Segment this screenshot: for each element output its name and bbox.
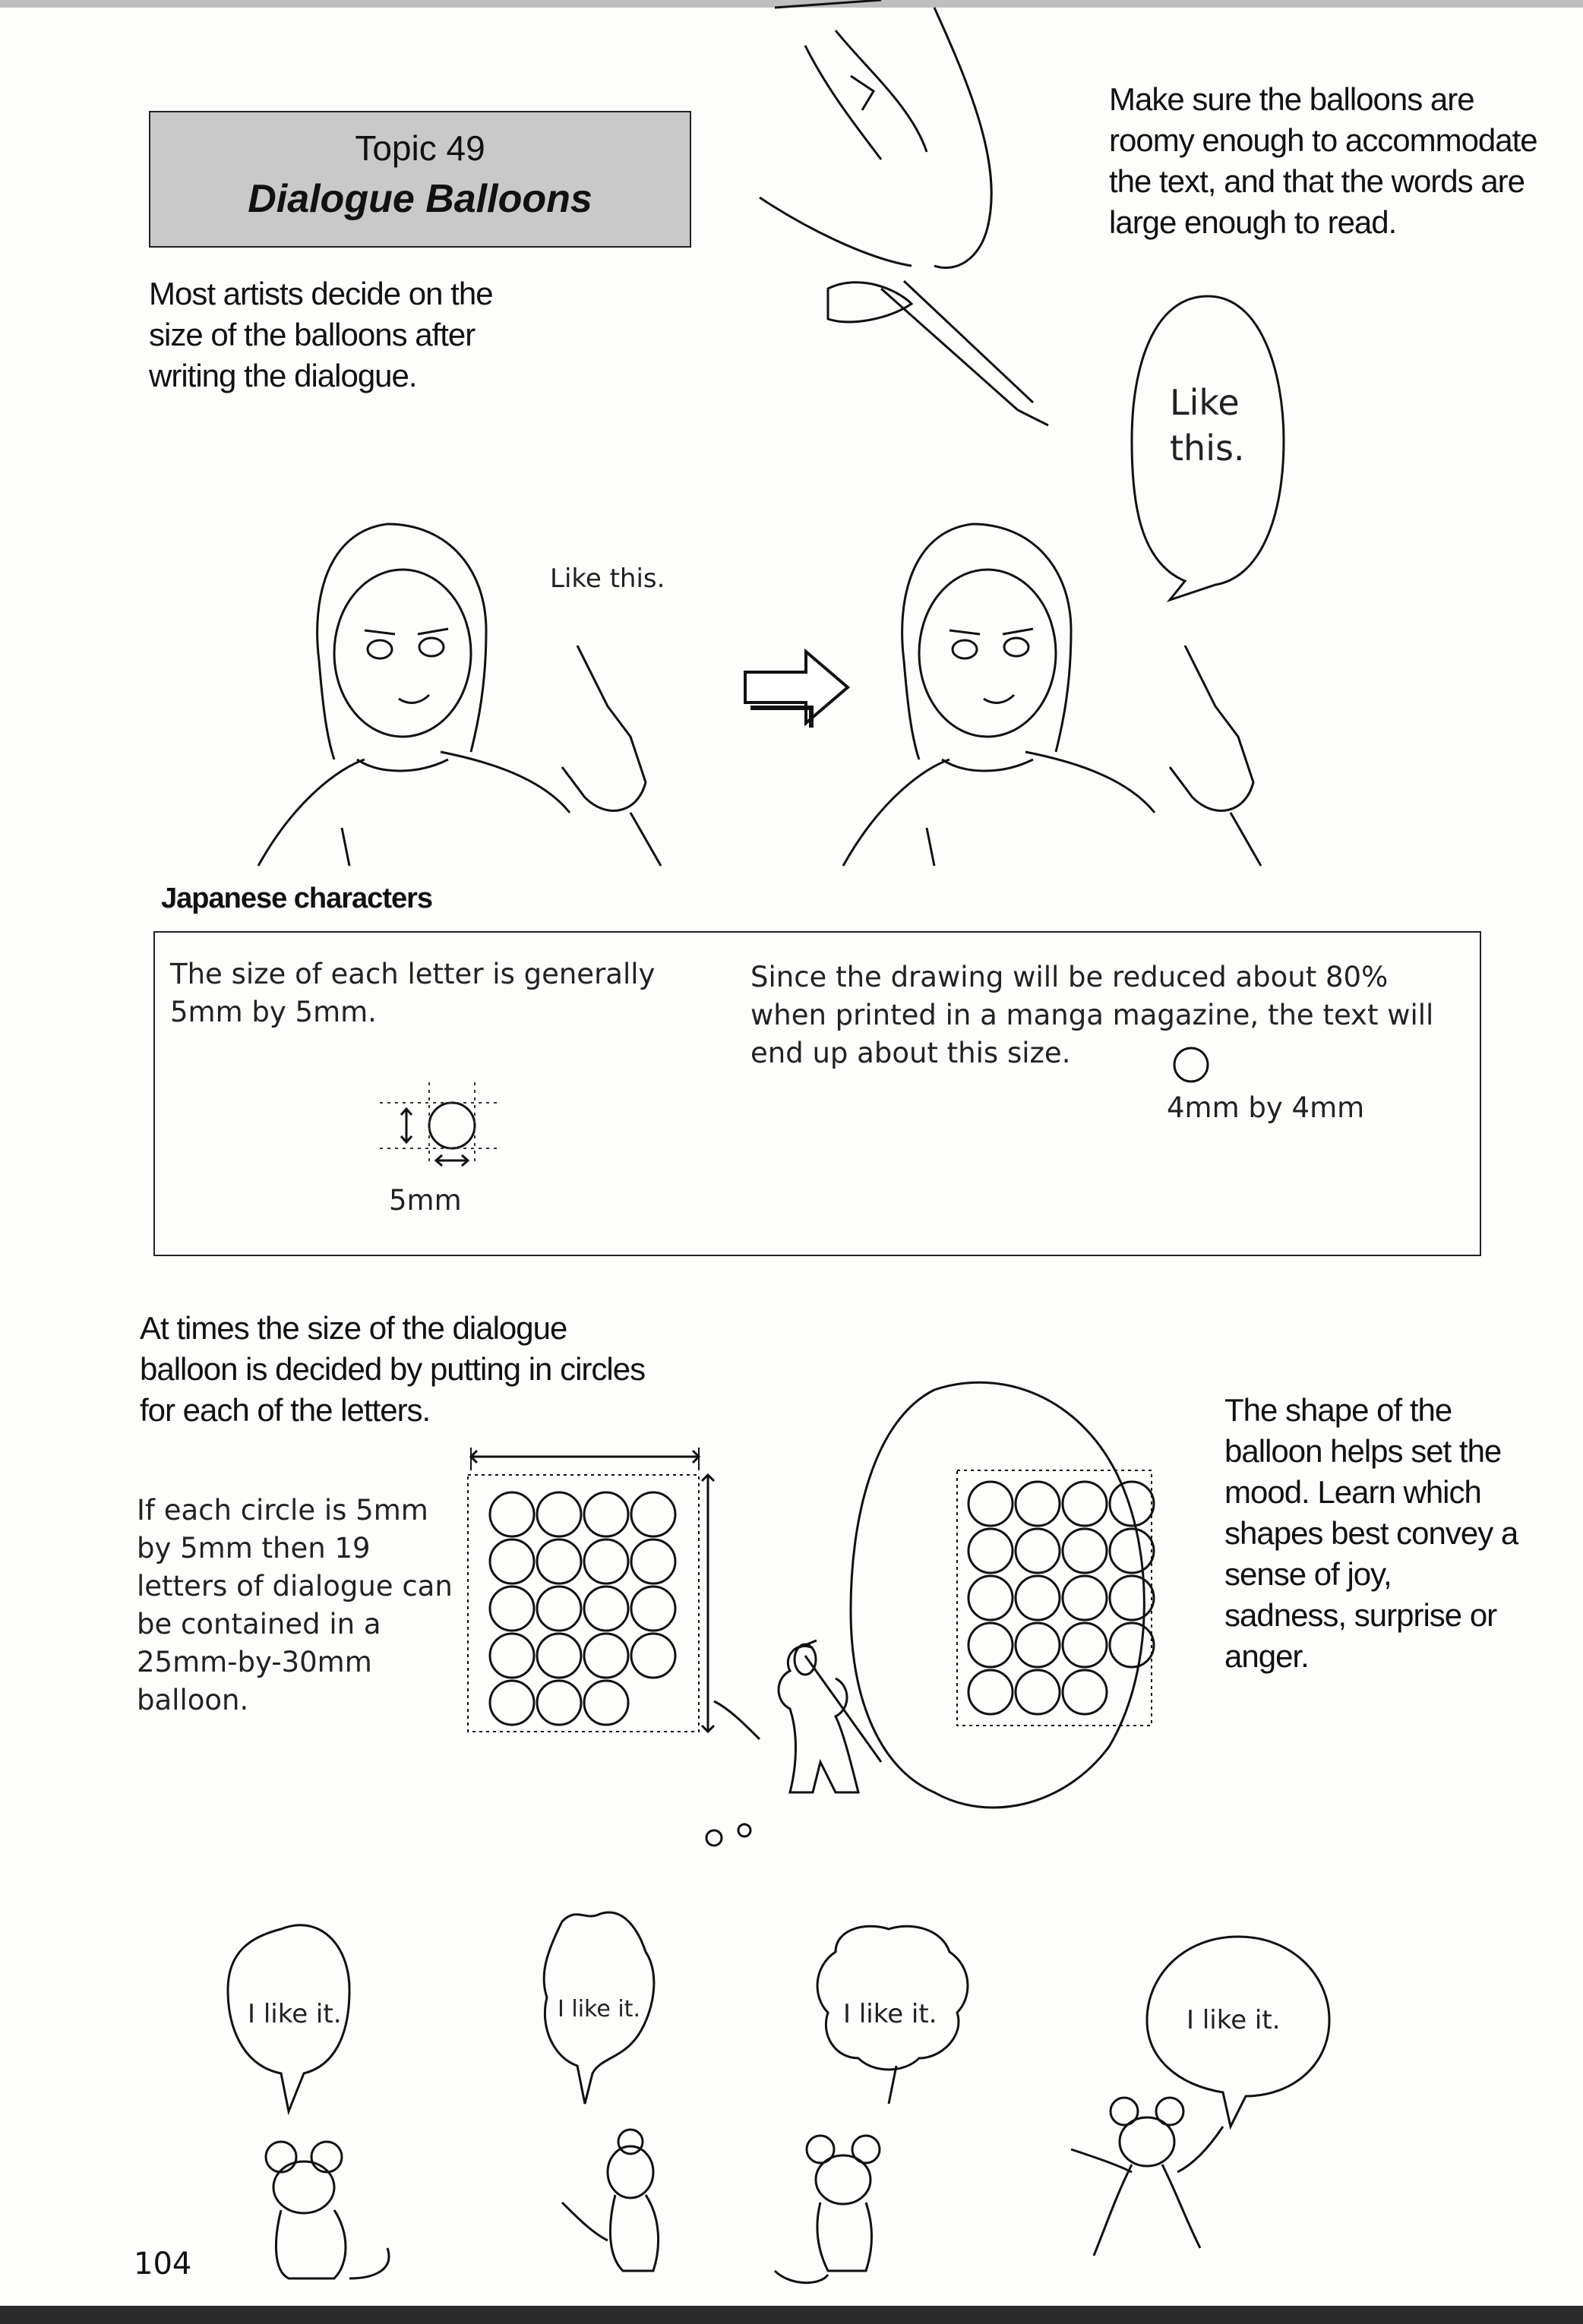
grid-circle (490, 1492, 534, 1536)
grid-circle (537, 1492, 581, 1536)
mood-text-anger: I like it. (843, 1999, 937, 2029)
grid-circle (1063, 1623, 1107, 1667)
circle-grid-diagram (463, 1448, 722, 1736)
grid-circle (584, 1681, 628, 1725)
grid-circle (537, 1681, 581, 1725)
mood-text-surprise: I like it. (558, 1996, 640, 2022)
grid-circle (537, 1634, 581, 1678)
mouse-with-circle-balloon (684, 1367, 1261, 1868)
page-number: 104 (134, 2247, 192, 2281)
grid-circle (1063, 1670, 1107, 1714)
grid-circle (584, 1492, 628, 1536)
grid-circle (584, 1587, 628, 1631)
grid-circle (490, 1681, 534, 1725)
grid-circle (968, 1576, 1013, 1620)
grid-circle (1016, 1576, 1060, 1620)
grid-circle (631, 1587, 675, 1631)
grid-circle (1063, 1482, 1107, 1526)
mouse-happy (1048, 2081, 1231, 2278)
grid-circle (1063, 1576, 1107, 1620)
japanese-right-text: Since the drawing will be reduced about 80% when printed in a manga magazine, the text will end up about this size. (750, 961, 1434, 1069)
grid-circle (537, 1587, 581, 1631)
grid-circle (968, 1623, 1013, 1667)
circles-explanation: If each circle is 5mm by 5mm then 19 letters of dialogue can be contained in a 25mm-by-30mm balloon. (137, 1494, 453, 1716)
grid-circle (1016, 1482, 1060, 1526)
top-note: Make sure the balloons are roomy enough to accommodate the text, and that the words are large enough to read. (1109, 81, 1537, 240)
mouse-surprised (547, 2119, 684, 2294)
grid-circle (584, 1539, 628, 1584)
grid-circle (1110, 1576, 1154, 1620)
japanese-heading: Japanese characters (161, 883, 433, 914)
grid-circle (1016, 1670, 1060, 1714)
topic-title-box (149, 111, 691, 248)
five-mm-circle-diagram (372, 1078, 509, 1170)
grid-circle (968, 1529, 1013, 1573)
grid-circle (1110, 1623, 1154, 1667)
grid-circle (1016, 1529, 1060, 1573)
topic-number: Topic 49 (355, 128, 485, 168)
circles-heading: At times the size of the dialogue balloon is decided by putting in circles for each of the letters. (140, 1310, 646, 1428)
mood-text-joy: I like it. (1186, 2005, 1281, 2035)
five-mm-caption: 5mm (389, 1184, 462, 1217)
grid-circle (537, 1539, 581, 1584)
large-balloon-text: Like this. (1170, 382, 1245, 469)
mood-text-sadness: I like it. (248, 1999, 342, 2029)
grid-circle (631, 1539, 675, 1584)
mouse-sad (251, 2127, 418, 2294)
grid-circle (490, 1539, 534, 1584)
four-mm-caption: 4mm by 4mm (1167, 1091, 1365, 1124)
grid-circle (1063, 1529, 1107, 1573)
grid-circle (968, 1670, 1013, 1714)
grid-circle (1110, 1529, 1154, 1573)
pen-hand-illustration (684, 0, 1079, 425)
grid-circle (968, 1482, 1013, 1526)
character-after (836, 509, 1291, 873)
bottom-edge (0, 2306, 1583, 2324)
grid-circle (631, 1492, 675, 1536)
four-mm-circle (1171, 1044, 1217, 1089)
intro-text: Most artists decide on the size of the balloons after writing the dialogue. (149, 276, 493, 393)
grid-circle (584, 1634, 628, 1678)
topic-title: Dialogue Balloons (248, 177, 592, 221)
japanese-left-text: The size of each letter is generally 5mm by 5mm. (170, 958, 656, 1028)
grid-circle (490, 1634, 534, 1678)
grid-circle (1016, 1623, 1060, 1667)
grid-circle (631, 1634, 675, 1678)
small-balloon-text: Like this. (550, 564, 665, 594)
grid-circle (490, 1587, 534, 1631)
shape-explanation: The shape of the balloon helps set the mood. Learn which shapes best convey a sense of joy, sadness, surprise or anger. (1224, 1392, 1518, 1674)
grid-circle (1110, 1482, 1154, 1526)
mouse-worried (760, 2119, 927, 2294)
